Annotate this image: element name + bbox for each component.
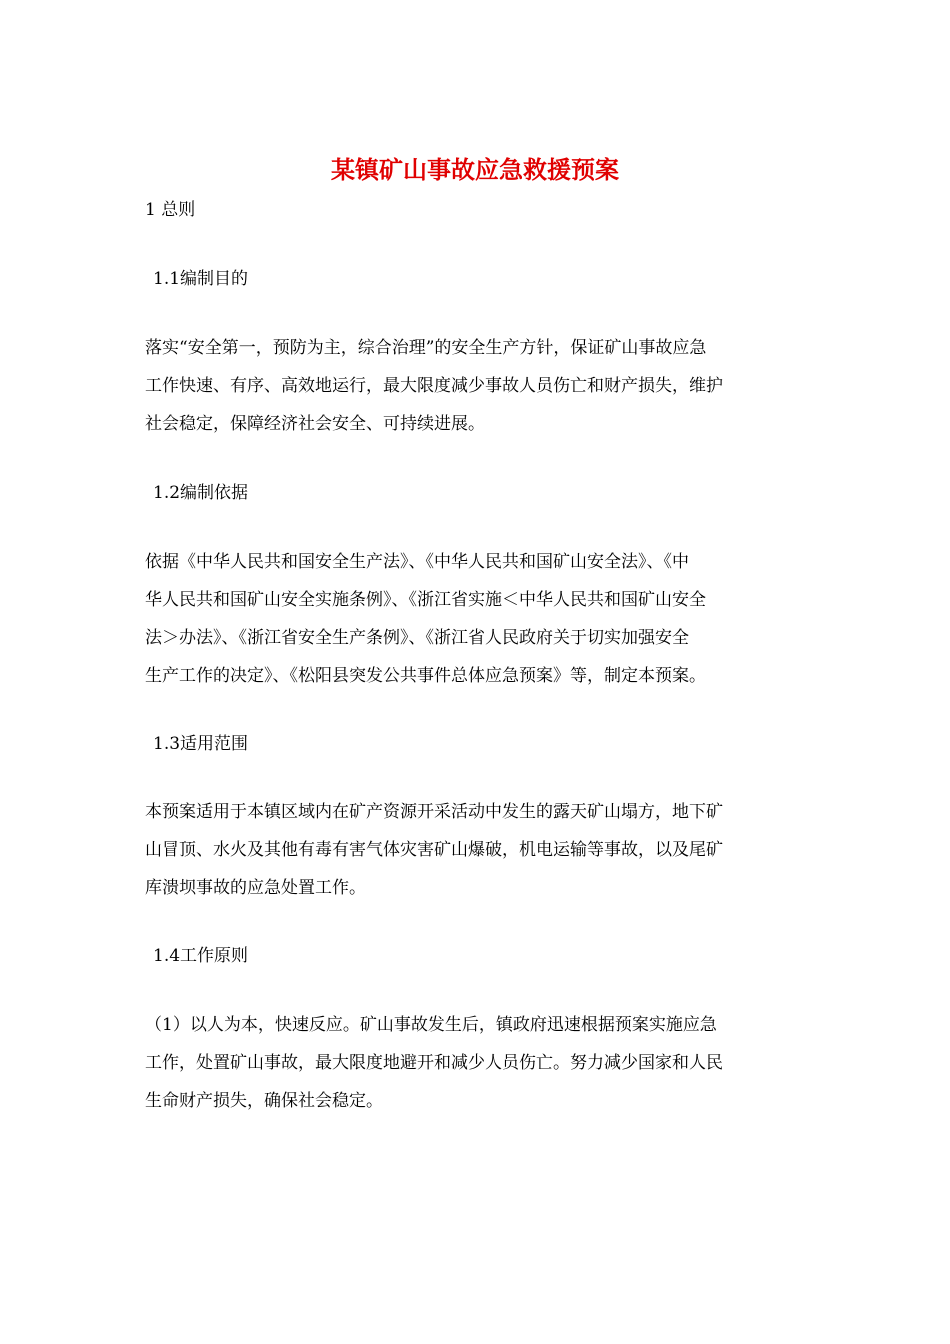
paragraph-principles (145, 1006, 815, 1120)
section-heading-1: 1 总则 (145, 200, 196, 220)
paragraph-basis (145, 543, 815, 695)
paragraph-line: 依据《中华人民共和国安全生产法》、《中华人民共和国矿山安全法》、《中 (145, 552, 689, 572)
section-heading-1-2: 1.2编制依据 (153, 483, 249, 503)
paragraph-purpose (145, 329, 815, 443)
paragraph-line: 落实“安全第一，预防为主，综合治理”的安全生产方针，保证矿山事故应急 (145, 338, 707, 358)
paragraph-line: 工作快速、有序、高效地运行，最大限度减少事故人员伤亡和财产损失，维护 (145, 376, 723, 396)
section-heading-1-3: 1.3适用范围 (153, 734, 249, 754)
paragraph-line: 生产工作的决定》、《松阳县突发公共事件总体应急预案》等，制定本预案。 (145, 666, 706, 686)
paragraph-line: 本预案适用于本镇区域内在矿产资源开采活动中发生的露天矿山塌方，地下矿 (145, 802, 723, 822)
paragraph-line: 工作，处置矿山事故，最大限度地避开和减少人员伤亡。努力减少国家和人民 (145, 1053, 723, 1073)
paragraph-line: 华人民共和国矿山安全实施条例》、《浙江省实施＜中华人民共和国矿山安全 (145, 590, 706, 610)
paragraph-line: 库溃坝事故的应急处置工作。 (145, 878, 366, 898)
section-heading-1-4: 1.4工作原则 (153, 946, 249, 966)
paragraph-line: 社会稳定，保障经济社会安全、可持续进展。 (145, 414, 485, 434)
paragraph-line: 法＞办法》、《浙江省安全生产条例》、《浙江省人民政府关于切实加强安全 (145, 628, 689, 648)
section-heading-1-1: 1.1编制目的 (153, 269, 249, 289)
paragraph-scope (145, 793, 815, 907)
paragraph-line: 山冒顶、水火及其他有毒有害气体灾害矿山爆破，机电运输等事故，以及尾矿 (145, 840, 723, 860)
paragraph-line: 生命财产损失，确保社会稳定。 (145, 1091, 383, 1111)
paragraph-line: （1）以人为本，快速反应。矿山事故发生后，镇政府迅速根据预案实施应急 (145, 1015, 717, 1035)
document-title: 某镇矿山事故应急救援预案 (331, 155, 619, 184)
